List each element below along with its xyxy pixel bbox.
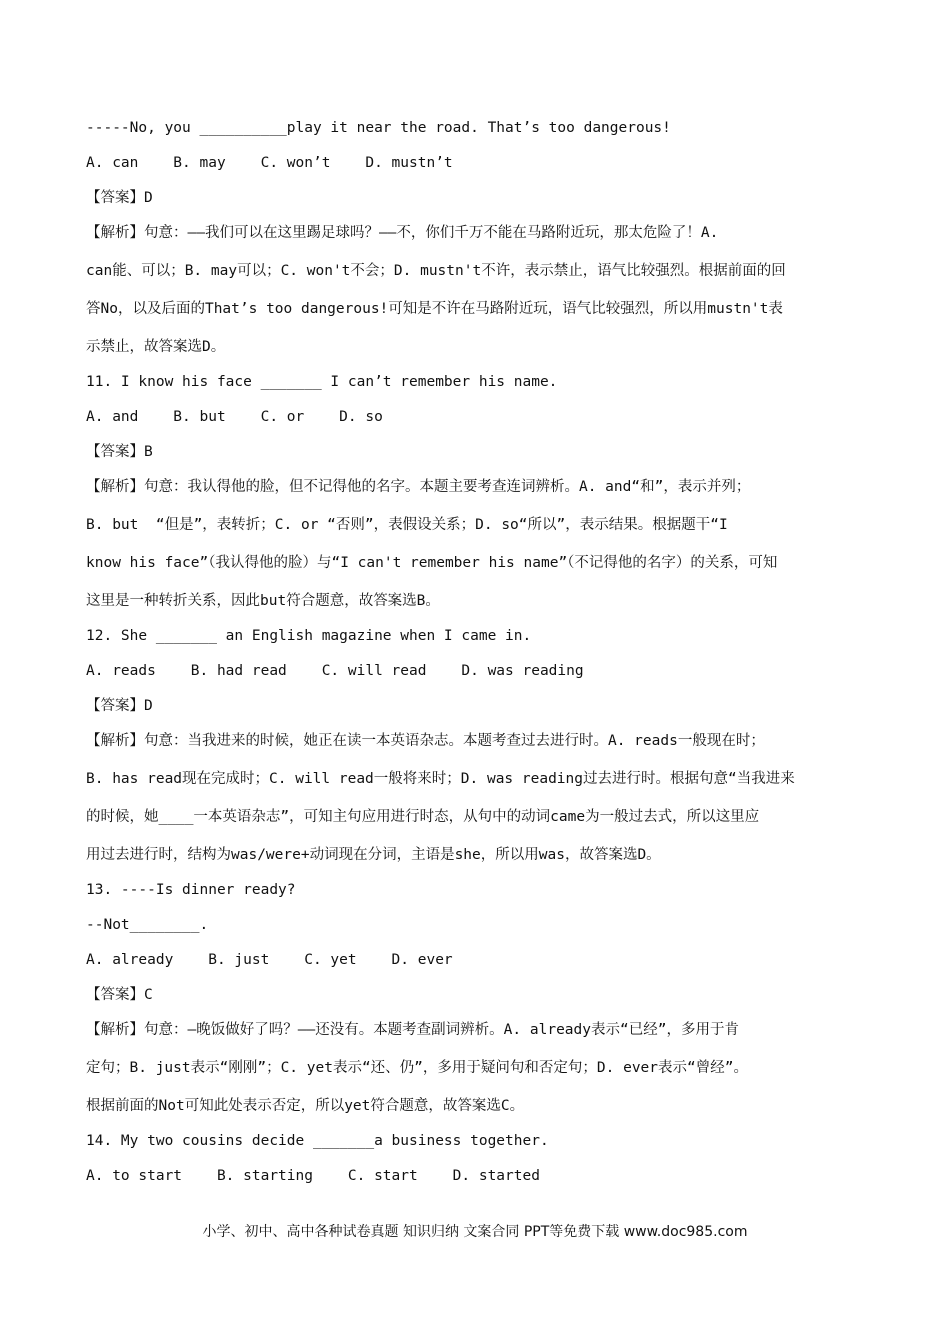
q13-answer-key: 【答案】C bbox=[86, 987, 153, 1003]
q13-explanation-2: 定句；B. just表示“刚刚”；C. yet表示“还、仍”，多用于疑问句和否定句；D. ever表示“曾经”。 bbox=[86, 1060, 748, 1076]
q10-answer-key: 【答案】D bbox=[86, 190, 153, 206]
q10-explanation-3: 答No，以及后面的That’s too dangerous!可知是不许在马路附近玩，语气比较强烈，所以用mustn't表 bbox=[86, 301, 783, 317]
q12-explanation-1: 【解析】句意：当我进来的时候，她正在读一本英语杂志。本题考查过去进行时。A. reads一般现在时； bbox=[86, 733, 765, 749]
q12-options: A. reads B. had read C. will read D. was reading bbox=[86, 663, 584, 679]
q11-question: 11. I know his face _______ I can’t remember his name. bbox=[86, 374, 558, 390]
q11-answer-key: 【答案】B bbox=[86, 444, 153, 460]
q14-question: 14. My two cousins decide _______a business together. bbox=[86, 1133, 549, 1149]
q10-options: A. can B. may C. won’t D. mustn’t bbox=[86, 155, 453, 171]
q13-options: A. already B. just C. yet D. ever bbox=[86, 952, 453, 968]
q10-explanation-1: 【解析】句意：——我们可以在这里踢足球吗？——不，你们千万不能在马路附近玩，那太危险了！A. bbox=[86, 225, 719, 241]
q14-options: A. to start B. starting C. start D. started bbox=[86, 1168, 540, 1184]
q11-explanation-1: 【解析】句意：我认得他的脸，但不记得他的名字。本题主要考查连词辨析。A. and“和”，表示并列； bbox=[86, 479, 751, 495]
q11-explanation-4: 这里是一种转折关系，因此but符合题意，故答案选B。 bbox=[86, 593, 440, 609]
q13-explanation-1: 【解析】句意：—晚饭做好了吗？——还没有。本题考查副词辨析。A. already表示“已经”，多用于肯 bbox=[86, 1022, 739, 1038]
q10-explanation-4: 示禁止，故答案选D。 bbox=[86, 339, 226, 355]
q10-explanation-2: can能、可以；B. may可以；C. won't不会；D. mustn't不许，表示禁止，语气比较强烈。根据前面的回 bbox=[86, 263, 786, 279]
q12-explanation-4: 用过去进行时，结构为was/were+动词现在分词，主语是she，所以用was，故答案选D。 bbox=[86, 847, 661, 863]
page-footer: 小学、初中、高中各种试卷真题 知识归纳 文案合同 PPT等免费下载 www.doc985.com bbox=[202, 1224, 748, 1240]
q12-answer-key: 【答案】D bbox=[86, 698, 153, 714]
q13-explanation-3: 根据前面的Not可知此处表示否定，所以yet符合题意，故答案选C。 bbox=[86, 1098, 525, 1114]
q11-explanation-3: know his face”（我认得他的脸）与“I can't remember his name”（不记得他的名字）的关系，可知 bbox=[86, 555, 778, 571]
q11-explanation-2: B. but “但是”，表转折；C. or “否则”，表假设关系；D. so“所以”，表示结果。根据题干“I bbox=[86, 517, 728, 533]
q12-explanation-3: 的时候，她____一本英语杂志”，可知主句应用进行时态，从句中的动词came为一般过去式，所以这里应 bbox=[86, 809, 760, 825]
q11-options: A. and B. but C. or D. so bbox=[86, 409, 383, 425]
q12-explanation-2: B. has read现在完成时；C. will read一般将来时；D. was reading过去进行时。根据句意“当我进来 bbox=[86, 771, 795, 787]
q12-question: 12. She _______ an English magazine when I came in. bbox=[86, 628, 532, 644]
q13-question-reply: --Not________. bbox=[86, 917, 209, 933]
q10-answer-line: -----No, you __________play it near the road. That’s too dangerous! bbox=[86, 120, 671, 136]
q13-question: 13. ----Is dinner ready? bbox=[86, 882, 296, 898]
